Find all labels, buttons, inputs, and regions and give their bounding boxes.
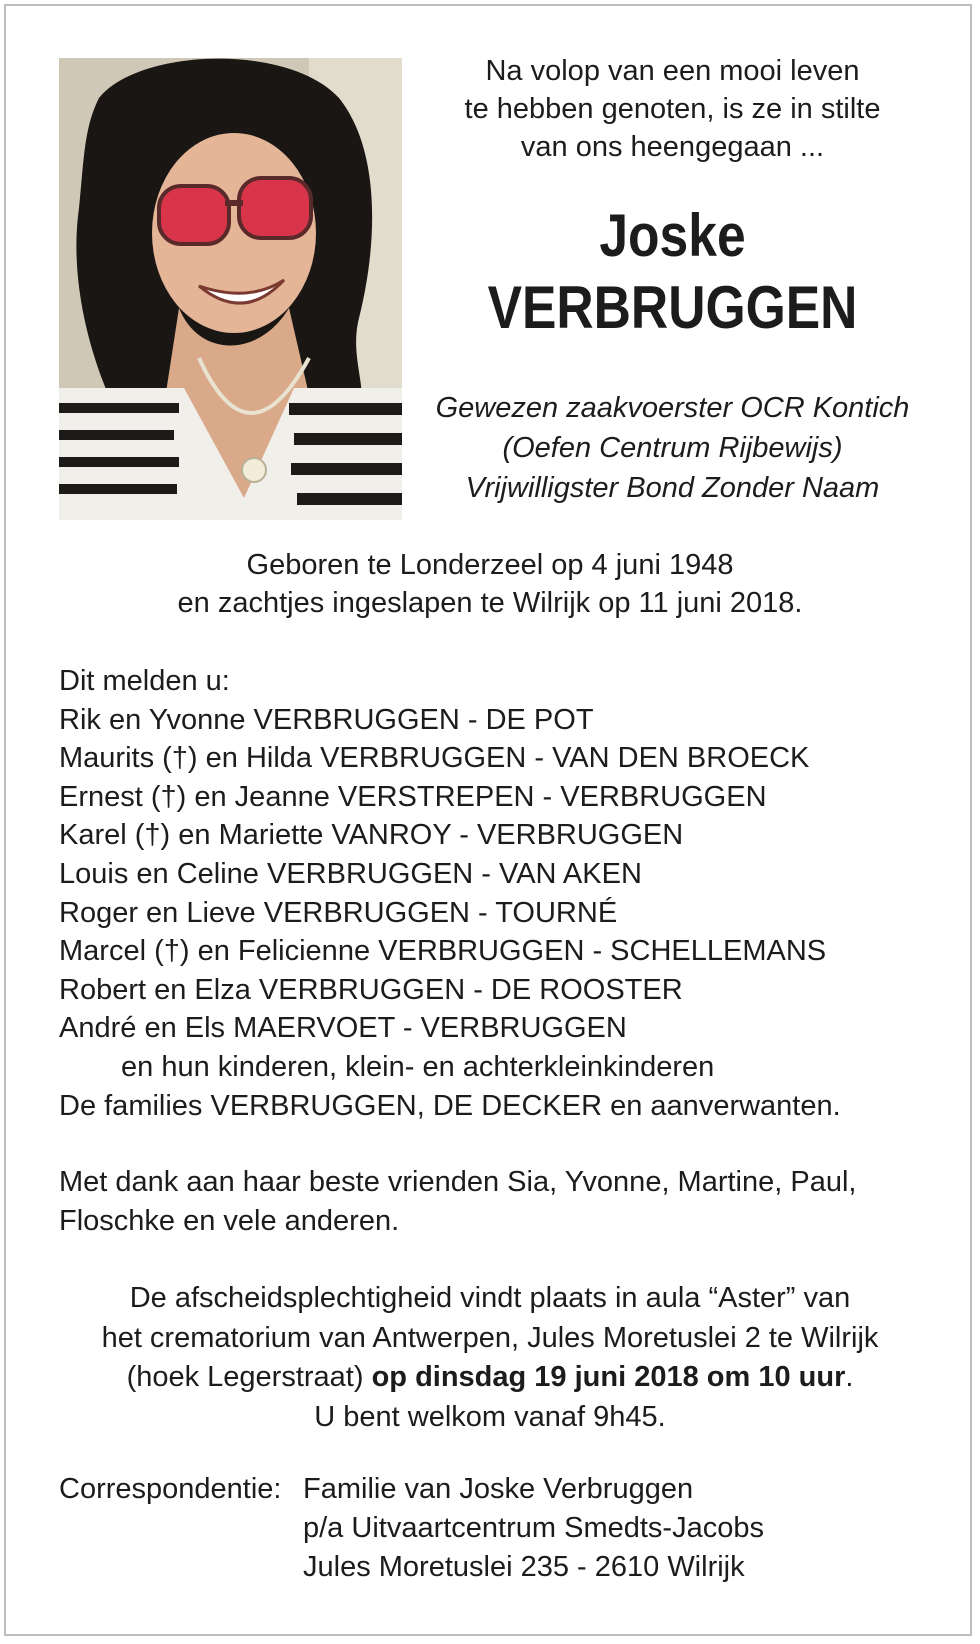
ceremony-location-note: (hoek Legerstraat) [126, 1361, 372, 1393]
family-member: Maurits (†) en Hilda VERBRUGGEN - VAN DEN BROECK [59, 742, 810, 775]
thanks-line: Met dank aan haar beste vrienden Sia, Yvonne, Martine, Paul, [59, 1166, 857, 1198]
deceased-name [455, 200, 889, 344]
family-member: Louis en Celine VERBRUGGEN - VAN AKEN [59, 857, 642, 890]
family-member: Ernest (†) en Jeanne VERSTREPEN - VERBRUGGEN [59, 780, 767, 813]
family-member: Marcel (†) en Felicienne VERBRUGGEN - SCHELLEMANS [59, 935, 827, 968]
family-member: Roger en Lieve VERBRUGGEN - TOURNÉ [59, 896, 618, 929]
correspondence-row [59, 1470, 939, 1509]
birth-line: Geboren te Londerzeel op 4 juni 1948 [246, 549, 734, 581]
ceremony-line [40, 1358, 940, 1398]
family-member: Karel (†) en Mariette VANROY - VERBRUGGEN [59, 819, 684, 852]
family-list [59, 662, 939, 1125]
correspondence-row [59, 1548, 939, 1587]
intro-line: Na volop van een mooi leven [485, 55, 860, 87]
intro-text [420, 52, 925, 166]
ceremony-text [40, 1279, 940, 1437]
intro-line: van ons heengegaan ... [520, 131, 825, 163]
role-line: Vrijwilligster Bond Zonder Naam [465, 472, 880, 504]
correspondence-line: p/a Uitvaartcentrum Smedts-Jacobs [303, 1512, 764, 1544]
correspondence-line: Jules Moretuslei 235 - 2610 Wilrijk [303, 1551, 745, 1583]
role-line: Gewezen zaakvoerster OCR Kontich [435, 392, 910, 424]
portrait-photo [59, 58, 402, 520]
family-member: André en Els MAERVOET - VERBRUGGEN [59, 1012, 627, 1045]
correspondence-row [59, 1509, 939, 1548]
roles-text [420, 388, 925, 508]
family-heading: Dit melden u: [59, 665, 230, 697]
birth-death-text [40, 546, 940, 622]
last-name: VERBRUGGEN [487, 274, 858, 341]
family-member: Robert en Elza VERBRUGGEN - DE ROOSTER [59, 973, 683, 1006]
family-relatives: De families VERBRUGGEN, DE DECKER en aanverwanten. [59, 1089, 841, 1122]
family-member: Rik en Yvonne VERBRUGGEN - DE POT [59, 703, 594, 736]
thanks-text [59, 1163, 939, 1241]
correspondence-label: Correspondentie: [59, 1473, 282, 1505]
first-name: Joske [599, 202, 746, 269]
intro-line: te hebben genoten, is ze in stilte [464, 93, 881, 125]
family-children: en hun kinderen, klein- en achterkleinkinderen [121, 1050, 715, 1083]
ceremony-date: op dinsdag 19 juni 2018 om 10 uur [371, 1361, 846, 1393]
ceremony-line: U bent welkom vanaf 9h45. [314, 1400, 666, 1433]
ceremony-line: het crematorium van Antwerpen, Jules Moretuslei 2 te Wilrijk [101, 1321, 879, 1354]
correspondence-block [59, 1470, 939, 1587]
ceremony-line: De afscheidsplechtigheid vindt plaats in aula “Aster” van [129, 1282, 851, 1314]
thanks-line: Floschke en vele anderen. [59, 1205, 400, 1237]
correspondence-line: Familie van Joske Verbruggen [303, 1473, 694, 1505]
ceremony-period: . [845, 1361, 854, 1393]
role-line: (Oefen Centrum Rijbewijs) [502, 432, 843, 464]
death-line: en zachtjes ingeslapen te Wilrijk op 11 juni 2018. [177, 587, 803, 619]
